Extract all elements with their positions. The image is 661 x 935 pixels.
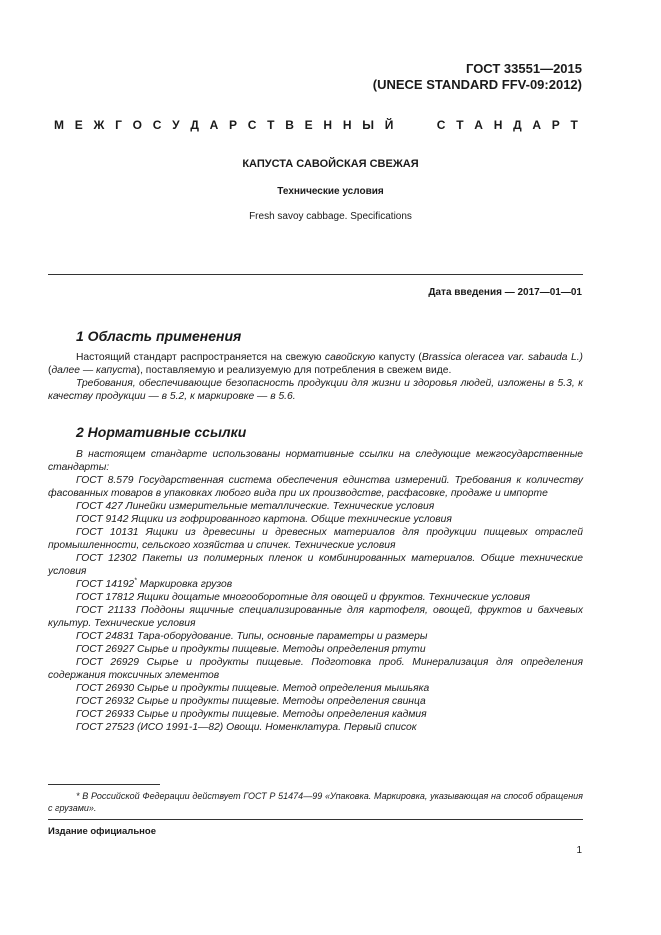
banner-letter: С [247, 118, 257, 132]
banner-letter: Т [570, 118, 578, 132]
banner-letter: Р [551, 118, 560, 132]
reference-item: ГОСТ 26933 Сырье и продукты пищевые. Методы определения кадмия [76, 709, 427, 720]
section-2-heading: 2 Нормативные ссылки [76, 424, 247, 440]
banner-letter: Й [384, 118, 394, 132]
banner-letter: Н [323, 118, 333, 132]
reference-item: ГОСТ 14192* Маркировка грузов [76, 577, 233, 590]
reference-item: ГОСТ 12302 Пакеты из полимерных пленок и комбинированных материалов. Общие технические условия [48, 553, 583, 577]
footnote-marker: * [134, 577, 137, 585]
footnote-divider [48, 784, 160, 785]
banner-letter: Н [493, 118, 503, 132]
banner-letter: Е [74, 118, 83, 132]
section-1-body [48, 351, 583, 403]
footnote-mark: * [76, 791, 80, 801]
banner-letter: С [152, 118, 162, 132]
standard-number: ГОСТ 33551—2015 [466, 61, 582, 76]
official-edition-label: Издание официальное [48, 826, 156, 837]
reference-item: ГОСТ 26930 Сырье и продукты пищевые. Метод определения мышьяка [76, 683, 430, 694]
unece-standard-number: (UNECE STANDARD FFV-09:2012) [372, 77, 582, 92]
banner-letter: Ж [93, 118, 105, 132]
reference-item: ГОСТ 27523 (ИСО 1991-1—82) Овощи. Номенклатура. Первый список [76, 722, 417, 733]
scope-paragraph: Настоящий стандарт распространяется на свежую савойскую капусту (Brassica oleracea var. sabauda L.) (далее — капуста), поставляемую и реализуемую для потребления в свежем виде. [48, 352, 583, 376]
reference-item: ГОСТ 427 Линейки измерительные металлические. Технические условия [76, 501, 435, 512]
footnote: * В Российской Федерации действует ГОСТ Р 51474—99 «Упаковка. Маркировка, указывающая на способ обращения с грузами». [48, 791, 583, 813]
banner-letter: А [474, 118, 483, 132]
banner-letter: А [209, 118, 219, 132]
introduction-date: Дата введения — 2017—01—01 [428, 287, 582, 298]
footer-divider [48, 819, 583, 820]
banner-letter: В [285, 118, 294, 132]
reference-item: ГОСТ 24831 Тара-оборудование. Типы, основные параметры и размеры [76, 631, 428, 642]
page-number: 1 [576, 845, 582, 856]
banner-letter: О [132, 118, 142, 132]
reference-item: ГОСТ 26932 Сырье и продукты пищевые. Методы определения свинца [76, 696, 426, 707]
banner-letter: Д [513, 118, 522, 132]
reference-item: ГОСТ 10131 Ящики из древесины и древесных материалов для продукции пищевых отраслей промышленности, сельского хозяйства и спичек. Технические условия [48, 527, 583, 551]
header-divider [48, 274, 583, 275]
banner-letter: Т [267, 118, 275, 132]
reference-item: ГОСТ 9142 Ящики из гофрированного картона. Общие технические условия [76, 514, 452, 525]
banner-letter: Н [342, 118, 352, 132]
banner-letter: Г [115, 118, 122, 132]
reference-item: ГОСТ 26927 Сырье и продукты пищевые. Методы определения ртути [76, 644, 426, 655]
banner-letter: Е [304, 118, 313, 132]
banner-letter: Ы [362, 118, 374, 132]
banner-word-gap [404, 118, 426, 132]
banner-letter: С [436, 118, 446, 132]
banner-letter: А [532, 118, 542, 132]
banner-letter: Д [190, 118, 199, 132]
section-1-heading: 1 Область применения [76, 328, 242, 344]
banner-letter: Р [229, 118, 238, 132]
requirements-paragraph: Требования, обеспечивающие безопасность продукции для жизни и здоровья людей, изложены в 5.3, к качеству продукции — в 5.2, к маркировке — в 5.6. [48, 378, 583, 402]
interstate-standard-banner [54, 118, 578, 132]
banner-letter: У [172, 118, 180, 132]
english-title: Fresh savoy cabbage. Specifications [249, 211, 412, 222]
reference-item: ГОСТ 26929 Сырье и продукты пищевые. Подготовка проб. Минерализация для определения содержания токсичных элементов [48, 657, 583, 681]
banner-letter: Т [456, 118, 464, 132]
references-intro: В настоящем стандарте использованы нормативные ссылки на следующие межгосударственные стандарты: [48, 449, 583, 473]
reference-item: ГОСТ 21133 Поддоны ящичные специализированные для картофеля, овощей, фруктов и бахчевых культур. Технические условия [48, 605, 583, 629]
reference-item: ГОСТ 17812 Ящики дощатые многооборотные для овощей и фруктов. Технические условия [76, 592, 530, 603]
reference-item: ГОСТ 8.579 Государственная система обеспечения единства измерений. Требования к количеству фасованных товаров в упаковках любого вида при их производстве, расфасовке, продаже и импорте [48, 475, 583, 499]
banner-letter: М [54, 118, 64, 132]
document-title: КАПУСТА САВОЙСКАЯ СВЕЖАЯ [242, 158, 419, 170]
section-2-body [48, 448, 583, 734]
document-subtitle: Технические условия [277, 186, 384, 197]
